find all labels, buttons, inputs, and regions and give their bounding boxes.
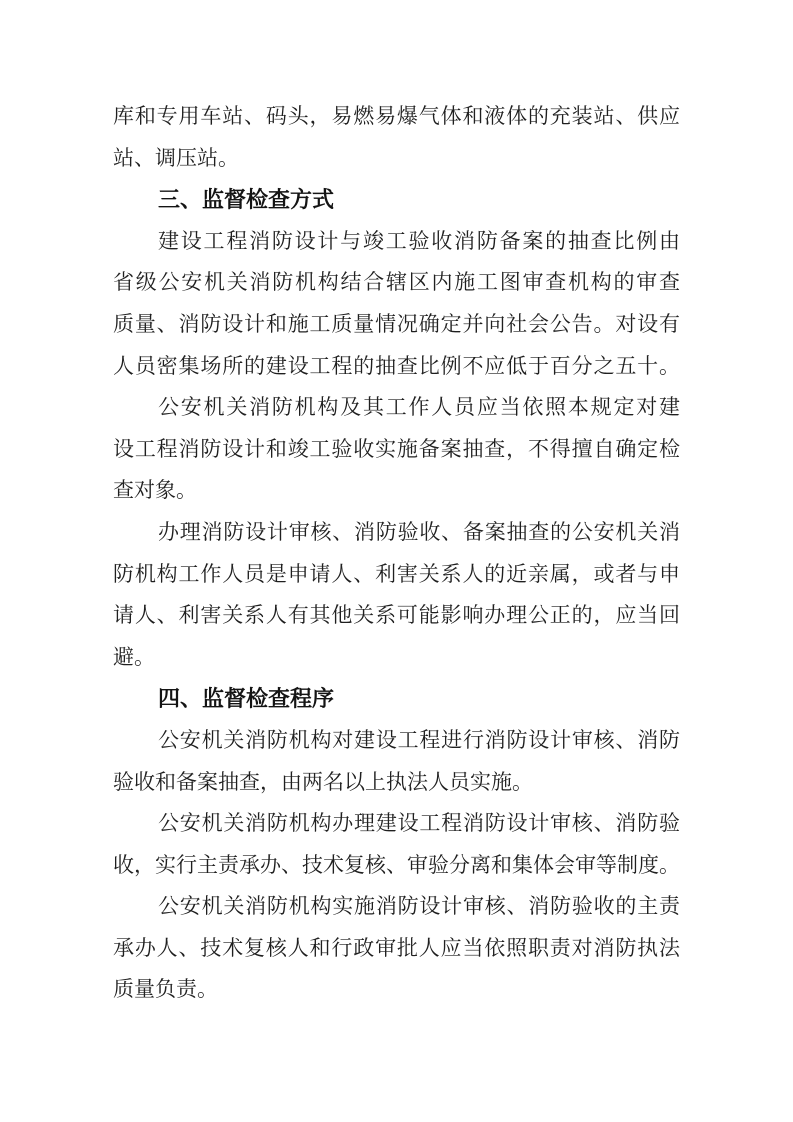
body-text-line: 公安机关消防机构实施消防设计审核、消防验收的主责 bbox=[158, 894, 680, 919]
body-text-line: 请人、利害关系人有其他关系可能影响办理公正的，应当回 bbox=[113, 603, 680, 628]
body-text-line: 公安机关消防机构办理建设工程消防设计审核、消防验 bbox=[158, 811, 680, 836]
body-text-line: 站、调压站。 bbox=[113, 145, 239, 170]
body-text-line: 避。 bbox=[113, 644, 155, 669]
document-content bbox=[113, 96, 680, 1011]
section-heading: 四、监督检查程序 bbox=[158, 686, 335, 712]
body-text-line: 防机构工作人员是申请人、利害关系人的近亲属，或者与申 bbox=[113, 561, 680, 586]
body-text-line: 查对象。 bbox=[113, 478, 197, 503]
body-text-line: 省级公安机关消防机构结合辖区内施工图审查机构的审查 bbox=[113, 270, 680, 295]
body-text-line: 验收和备案抽查，由两名以上执法人员实施。 bbox=[113, 769, 533, 794]
body-text-line: 质量负责。 bbox=[113, 977, 218, 1002]
body-text-line: 质量、消防设计和施工质量情况确定并向社会公告。对设有 bbox=[113, 311, 680, 336]
body-text-line: 设工程消防设计和竣工验收实施备案抽查，不得擅自确定检 bbox=[113, 436, 680, 461]
section-heading: 三、监督检查方式 bbox=[158, 187, 335, 213]
body-text-line: 人员密集场所的建设工程的抽查比例不应低于百分之五十。 bbox=[113, 353, 680, 378]
body-text-line: 公安机关消防机构及其工作人员应当依照本规定对建 bbox=[158, 395, 680, 420]
body-text-line: 建设工程消防设计与竣工验收消防备案的抽查比例由 bbox=[158, 228, 680, 253]
body-text-line: 办理消防设计审核、消防验收、备案抽查的公安机关消 bbox=[158, 519, 680, 544]
body-text-line: 承办人、技术复核人和行政审批人应当依照职责对消防执法 bbox=[113, 935, 680, 960]
body-text-line: 公安机关消防机构对建设工程进行消防设计审核、消防 bbox=[158, 727, 680, 752]
body-text-line: 库和专用车站、码头，易燃易爆气体和液体的充装站、供应 bbox=[113, 104, 680, 128]
body-text-line: 收，实行主责承办、技术复核、审验分离和集体会审等制度。 bbox=[113, 852, 680, 877]
